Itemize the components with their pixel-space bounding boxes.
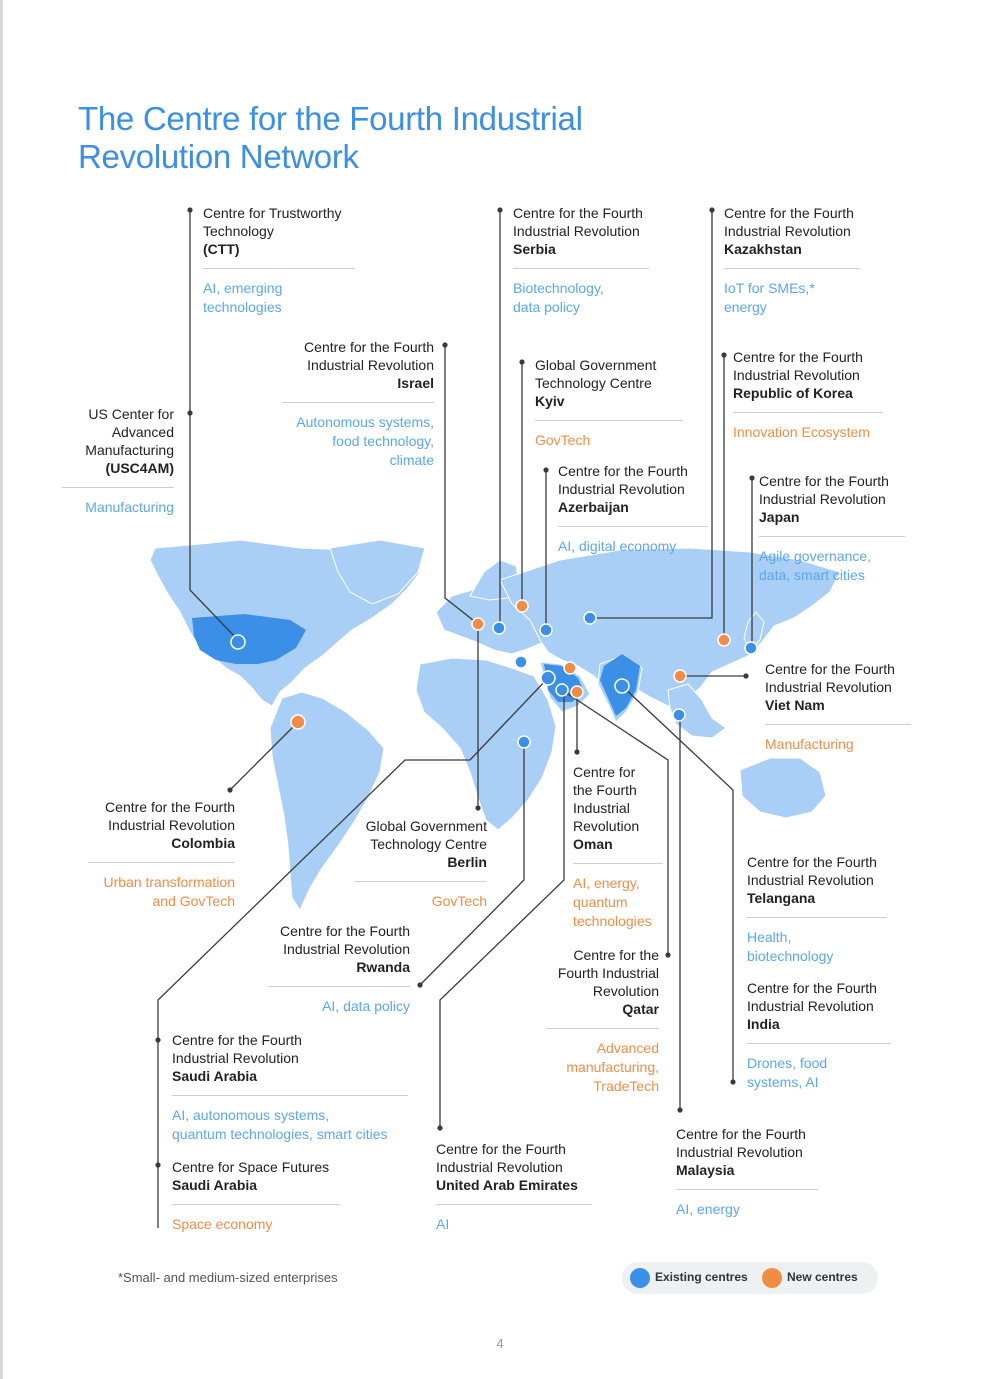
centre-name: Centre for the Fourth — [676, 1126, 806, 1142]
centre-name: Industrial Revolution — [558, 481, 685, 497]
centre-location: Rwanda — [356, 959, 410, 975]
divider — [282, 402, 434, 403]
centre-kyiv — [535, 356, 683, 450]
centre-name: Centre for the Fourth — [765, 661, 895, 677]
marker-kyiv — [516, 600, 528, 612]
centre-name: Technology Centre — [535, 375, 652, 391]
marker-berlin — [472, 618, 484, 630]
centre-name: Industrial Revolution — [724, 223, 851, 239]
centre-telangana — [747, 853, 887, 966]
marker-usc4am — [231, 635, 245, 649]
centre-location: Israel — [397, 375, 434, 391]
centre-azerbaijan — [558, 462, 708, 556]
focus-area: manufacturing, — [566, 1059, 659, 1075]
focus-area: AI, autonomous systems, — [172, 1107, 330, 1123]
centre-qatar — [546, 946, 659, 1096]
focus-area: AI, data policy — [322, 998, 410, 1014]
centre-name: Industrial Revolution — [747, 998, 874, 1014]
divider — [747, 917, 887, 918]
centre-location: Qatar — [622, 1001, 659, 1017]
focus-area: Manufacturing — [765, 736, 854, 752]
focus-area: energy — [724, 299, 767, 315]
marker-azerbaijan — [540, 624, 552, 636]
centre-name: Centre for the Fourth — [280, 923, 410, 939]
centre-berlin — [354, 817, 487, 911]
focus-area: data policy — [513, 299, 580, 315]
marker-korea — [718, 634, 730, 646]
centre-name: Advanced — [111, 424, 174, 440]
divider — [172, 1204, 340, 1205]
centre-location: (USC4AM) — [105, 460, 174, 476]
focus-area: AI, digital economy — [558, 538, 677, 554]
divider — [558, 526, 708, 527]
centre-name: Centre for — [573, 764, 636, 780]
focus-area: Biotechnology, — [513, 280, 604, 296]
marker-india — [615, 679, 629, 693]
centre-location: Berlin — [447, 854, 487, 870]
existing-centre-dot — [630, 1268, 650, 1288]
centre-name: Centre for the Fourth — [724, 205, 854, 221]
focus-area: Manufacturing — [85, 499, 174, 515]
centre-name: Industrial Revolution — [172, 1050, 299, 1066]
centre-location: Saudi Arabia — [172, 1177, 258, 1193]
centre-japan — [759, 472, 905, 585]
centre-name: Revolution — [573, 818, 640, 834]
centre-name: Centre for the — [573, 947, 659, 963]
centre-korea — [733, 348, 883, 442]
divider — [676, 1189, 818, 1190]
australia — [740, 758, 826, 818]
legend-existing-label: Existing centres — [655, 1270, 748, 1284]
centre-name: Centre for Trustworthy — [203, 205, 342, 221]
focus-area: Space economy — [172, 1216, 273, 1232]
focus-area: systems, AI — [747, 1074, 819, 1090]
centre-location: United Arab Emirates — [436, 1177, 578, 1193]
centre-india — [747, 979, 891, 1092]
centre-name: Centre for the Fourth — [733, 349, 863, 365]
divider — [268, 986, 410, 987]
centre-name: Industrial Revolution — [436, 1159, 563, 1175]
focus-area: Urban transformation — [103, 874, 235, 890]
title-line: The Centre for the Fourth Industrial — [78, 100, 583, 138]
focus-area: Autonomous systems, — [296, 414, 434, 430]
centre-location: Azerbaijan — [558, 499, 629, 515]
divider — [513, 268, 649, 269]
continents — [150, 540, 840, 910]
centre-location: Viet Nam — [765, 697, 825, 713]
divider — [733, 412, 883, 413]
centre-ctt — [203, 204, 355, 317]
divider — [62, 487, 174, 488]
marker-serbia — [493, 622, 505, 634]
focus-area: and GovTech — [152, 893, 235, 909]
marker-rwanda — [518, 736, 530, 748]
centre-name: Industrial Revolution — [747, 872, 874, 888]
centre-name: Technology Centre — [370, 836, 487, 852]
centre-location: Kyiv — [535, 393, 565, 409]
centre-name: Global Government — [365, 818, 487, 834]
centre-name: Centre for the Fourth — [105, 799, 235, 815]
centre-location: Republic of Korea — [733, 385, 853, 401]
centre-name: Centre for the Fourth — [436, 1141, 566, 1157]
focus-area: technologies — [573, 913, 652, 929]
centre-location: Kazakhstan — [724, 241, 802, 257]
centre-rwanda — [268, 922, 410, 1016]
centre-israel — [282, 338, 434, 470]
marker-uae — [556, 684, 568, 696]
marker-colombia — [291, 715, 305, 729]
centre-name: US Center for — [88, 406, 174, 422]
page-number: 4 — [496, 1336, 504, 1351]
centre-name: Manufacturing — [85, 442, 174, 458]
marker-malaysia — [673, 709, 685, 721]
centre-uae — [436, 1140, 592, 1234]
centre-name: Fourth Industrial — [557, 965, 659, 981]
marker-vietnam — [674, 670, 686, 682]
centre-location: Serbia — [513, 241, 556, 257]
divider — [759, 536, 905, 537]
focus-area: AI, emerging — [203, 280, 283, 296]
centre-name: Centre for the Fourth — [304, 339, 434, 355]
centre-name: Centre for the Fourth — [172, 1032, 302, 1048]
centre-name: Centre for the Fourth — [513, 205, 643, 221]
focus-area: technologies — [203, 299, 282, 315]
centre-serbia — [513, 204, 649, 317]
centre-kazakhstan — [724, 204, 860, 317]
footnote: *Small- and medium-sized enterprises — [118, 1270, 338, 1285]
focus-area: AI — [436, 1216, 450, 1232]
focus-area: Advanced — [596, 1040, 659, 1056]
divider — [724, 268, 860, 269]
focus-area: food technology, — [332, 433, 434, 449]
focus-area: TradeTech — [593, 1078, 659, 1094]
marker-oman — [571, 686, 583, 698]
title-line: Revolution Network — [78, 138, 359, 176]
divider — [747, 1043, 891, 1044]
centre-name: Industrial Revolution — [283, 941, 410, 957]
focus-area: IoT for SMEs,* — [724, 280, 815, 296]
divider — [765, 724, 911, 725]
focus-area: GovTech — [431, 893, 487, 909]
focus-area: quantum technologies, smart cities — [172, 1126, 388, 1142]
centre-name: Industrial Revolution — [307, 357, 434, 373]
centre-location: Oman — [573, 836, 613, 852]
centre-name: Industrial Revolution — [759, 491, 886, 507]
divider — [88, 862, 235, 863]
centre-name: Centre for the Fourth — [747, 854, 877, 870]
centre-location: India — [747, 1016, 780, 1032]
centre-location: Colombia — [171, 835, 235, 851]
focus-area: quantum — [573, 894, 628, 910]
divider — [203, 268, 355, 269]
legend-new-label: New centres — [787, 1270, 858, 1284]
focus-area: biotechnology — [747, 948, 834, 964]
divider — [573, 863, 663, 864]
centre-name: Industrial — [573, 800, 630, 816]
marker-qatar — [564, 662, 576, 674]
focus-area: Agile governance, — [759, 548, 872, 564]
centre-location: Malaysia — [676, 1162, 735, 1178]
centre-space-futures — [172, 1158, 340, 1234]
divider — [354, 881, 487, 882]
marker-israel — [515, 656, 527, 668]
centre-name: Industrial Revolution — [513, 223, 640, 239]
divider — [172, 1095, 408, 1096]
centre-location: (CTT) — [203, 241, 240, 257]
centre-colombia — [88, 798, 235, 911]
centre-name: Industrial Revolution — [765, 679, 892, 695]
centre-name: Centre for the Fourth — [558, 463, 688, 479]
focus-area: data, smart cities — [759, 567, 865, 583]
focus-area: Drones, food — [747, 1055, 828, 1071]
centre-name: Industrial Revolution — [733, 367, 860, 383]
centre-name: Revolution — [592, 983, 659, 999]
divider — [436, 1204, 592, 1205]
centre-name: Centre for the Fourth — [747, 980, 877, 996]
centre-name: Centre for Space Futures — [172, 1159, 330, 1175]
centre-location: Japan — [759, 509, 800, 525]
centre-malaysia — [676, 1125, 818, 1219]
marker-japan — [745, 642, 757, 654]
centre-usc4am — [62, 405, 174, 517]
focus-area: climate — [389, 452, 434, 468]
new-centre-dot — [762, 1268, 782, 1288]
divider — [546, 1028, 659, 1029]
centre-name: Industrial Revolution — [108, 817, 235, 833]
centre-saudi-arabia — [172, 1031, 408, 1144]
centre-location: Saudi Arabia — [172, 1068, 258, 1084]
marker-saudi — [541, 671, 555, 685]
focus-area: AI, energy, — [573, 875, 640, 891]
focus-area: Innovation Ecosystem — [733, 424, 870, 440]
centre-name: Technology — [203, 223, 274, 239]
divider — [535, 420, 683, 421]
focus-area: Health, — [747, 929, 792, 945]
legend — [622, 1262, 878, 1294]
centre-name: the Fourth — [573, 782, 637, 798]
centre-name: Global Government — [535, 357, 657, 373]
centre-location: Telangana — [747, 890, 816, 906]
centre-vietnam — [765, 660, 911, 754]
centre-name: Industrial Revolution — [676, 1144, 803, 1160]
focus-area: AI, energy — [676, 1201, 740, 1217]
focus-area: GovTech — [535, 432, 591, 448]
centre-oman — [573, 763, 663, 931]
centre-name: Centre for the Fourth — [759, 473, 889, 489]
marker-kazakhstan — [584, 612, 596, 624]
